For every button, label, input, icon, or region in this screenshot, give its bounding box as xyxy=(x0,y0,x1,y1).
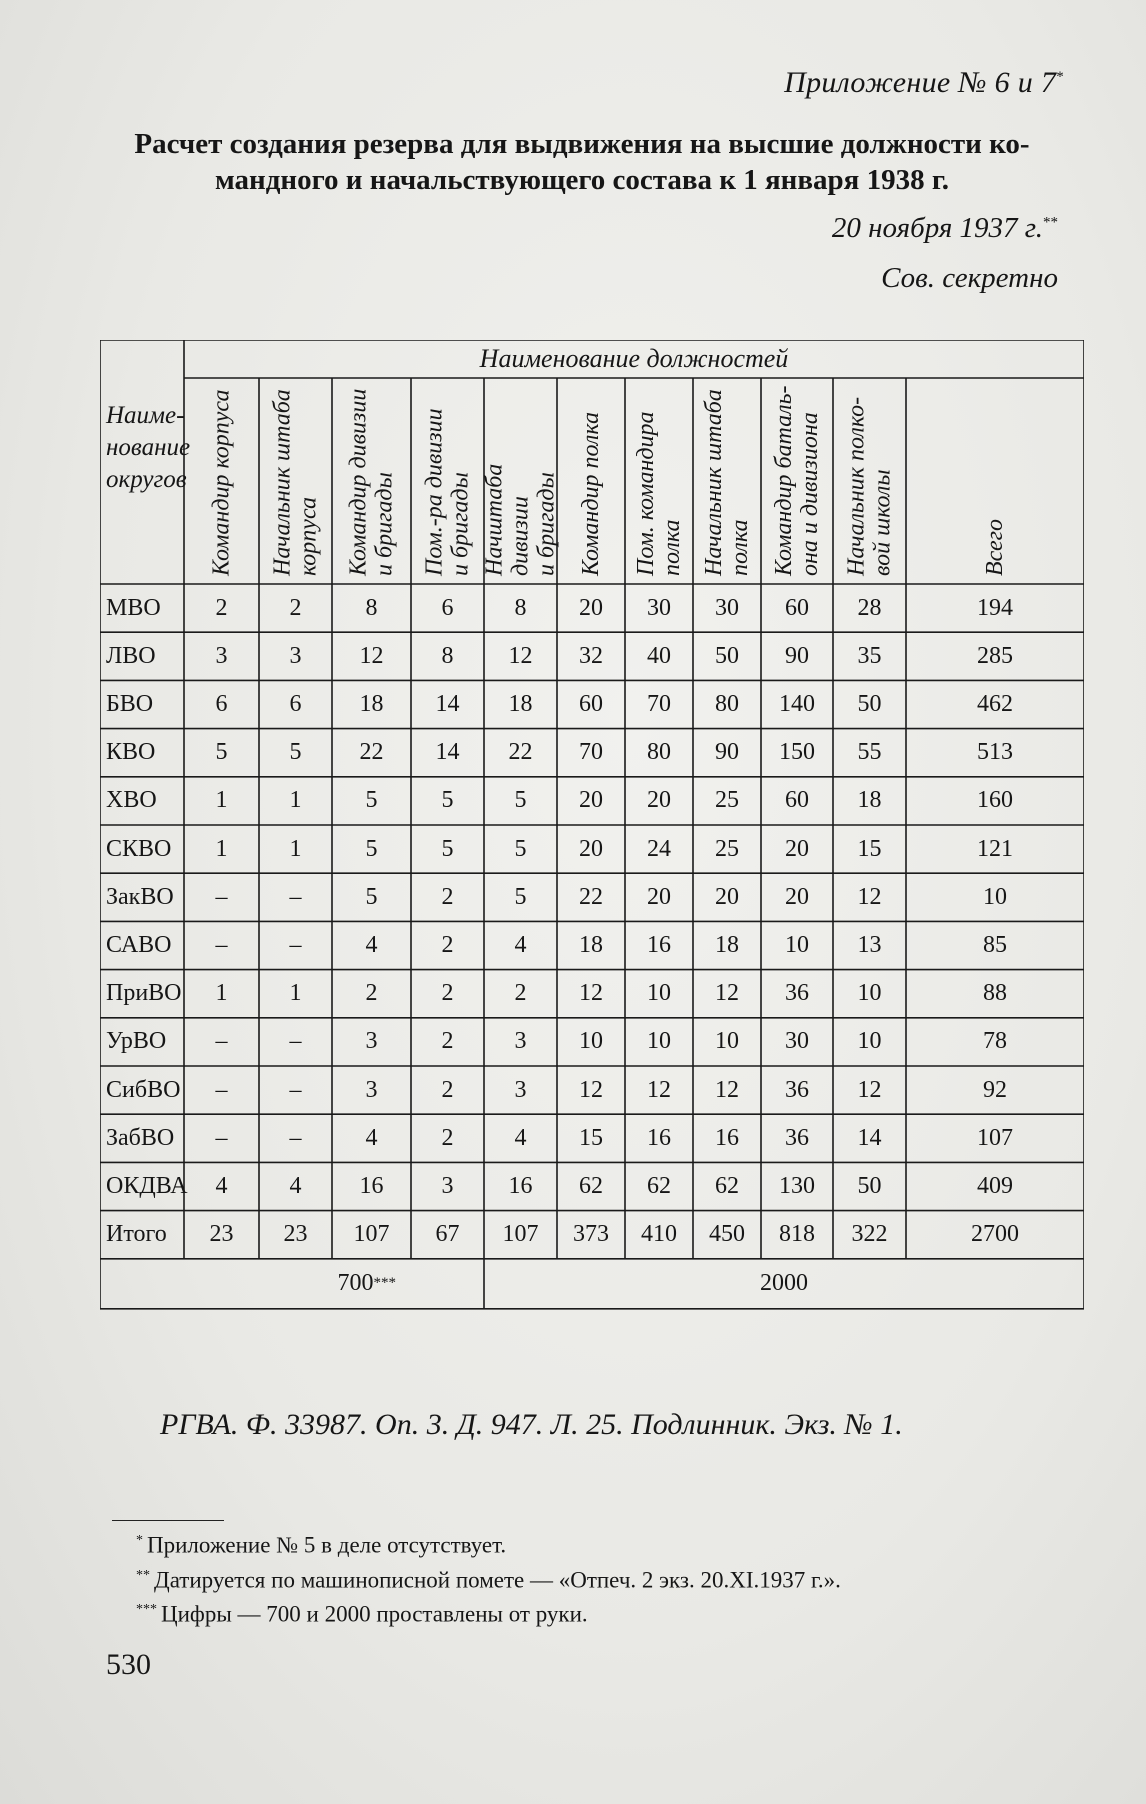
table-cell-value: 62 xyxy=(647,1172,671,1199)
column-header: Командир полка xyxy=(578,412,604,576)
table-cell-value: 15 xyxy=(857,835,882,862)
table-cell-value: 6 xyxy=(289,690,302,717)
positions-group-header: Наименование должностей xyxy=(479,344,789,373)
row-district-name: УрВО xyxy=(106,1028,167,1055)
table-cell-value: 12 xyxy=(579,980,603,1007)
footnote-text: Датируется по машинописной помете — «Отпеч. 2 экз. 20.XI.1937 г.». xyxy=(154,1567,841,1593)
table-cell-value: 462 xyxy=(977,690,1013,717)
table-cell-value: 20 xyxy=(785,835,809,862)
table-cell-value: 80 xyxy=(647,739,671,766)
table-cell-value: 50 xyxy=(715,642,739,669)
table-cell-value: 2 xyxy=(441,931,454,958)
table-cell-value: 18 xyxy=(715,931,739,958)
table-cell-value: 12 xyxy=(715,980,739,1007)
subtotal-left xyxy=(100,1259,404,1309)
table-cell-value: 12 xyxy=(857,883,882,910)
table-cell-value: 20 xyxy=(647,883,671,910)
table-cell-value: 5 xyxy=(441,835,454,862)
footnote-line xyxy=(136,1561,841,1596)
appendix-label: Приложение № 6 и 7* xyxy=(784,66,1064,99)
table-cell-value: 1 xyxy=(289,835,302,862)
table-cell-value: – xyxy=(289,1124,302,1151)
table-cell-value: 24 xyxy=(647,835,671,862)
table-cell-value: – xyxy=(215,1028,228,1055)
table-cell-value: 14 xyxy=(857,1124,882,1151)
district-column-header: Наиме- нование округов xyxy=(106,402,191,493)
page-number: 530 xyxy=(106,1648,151,1681)
table-cell-value: 20 xyxy=(579,594,603,621)
table-cell-value: 16 xyxy=(715,1124,739,1151)
table-cell-value: 2 xyxy=(365,980,378,1007)
table-cell-value: 3 xyxy=(289,642,302,669)
row-district-name: СКВО xyxy=(106,835,172,862)
table-cell-value: 2 xyxy=(441,1028,454,1055)
table-cell-value: 4 xyxy=(514,1124,527,1151)
table-cell-value: 10 xyxy=(785,931,809,958)
table-cell-value: 2 xyxy=(441,883,454,910)
table-cell-value: – xyxy=(289,1028,302,1055)
table-cell-value: 8 xyxy=(441,642,454,669)
table-cell-value: 32 xyxy=(579,642,603,669)
column-header: Пом.-ра дивизии и бригады xyxy=(421,408,474,576)
table-cell-value: 80 xyxy=(715,690,739,717)
column-header: Начальник штаба полка xyxy=(701,389,753,576)
column-header: Командир дивизии и бригады xyxy=(345,388,398,576)
table-cell-value: 18 xyxy=(508,690,533,717)
table-cell-value: 23 xyxy=(209,1221,234,1248)
footnotes xyxy=(136,1526,841,1630)
subtotal-left-footnote-mark: *** xyxy=(373,1275,396,1292)
table-cell-value: 20 xyxy=(647,787,671,814)
table-cell-value: 6 xyxy=(215,690,228,717)
table-cell-value: 22 xyxy=(579,883,603,910)
table-cell-value: 373 xyxy=(573,1221,609,1248)
table-cell-value: 818 xyxy=(779,1221,815,1248)
table-cell-value: 88 xyxy=(983,980,1007,1007)
table-cell-value: 5 xyxy=(514,787,527,814)
table-cell-value: 121 xyxy=(977,835,1013,862)
table-cell-value: 2 xyxy=(441,1076,454,1103)
table-cell-value: 1 xyxy=(215,835,228,862)
table-cell-value: 10 xyxy=(579,1028,603,1055)
table-cell-value: – xyxy=(289,883,302,910)
column-header: Пом. командира полка xyxy=(633,411,685,576)
table-cell-value: 23 xyxy=(283,1221,308,1248)
footnote-text: Цифры — 700 и 2000 проставлены от руки. xyxy=(161,1601,588,1627)
table-cell-value: 70 xyxy=(647,690,671,717)
table-cell-value: 25 xyxy=(715,835,739,862)
column-header: Командир корпуса xyxy=(208,389,235,576)
table-cell-value: 513 xyxy=(977,739,1013,766)
table-cell-value: 90 xyxy=(785,642,809,669)
table-cell-value: 3 xyxy=(215,642,228,669)
column-header: Начальник полко- вой школы xyxy=(843,396,896,576)
table-cell-value: 40 xyxy=(647,642,671,669)
table-cell-value: 107 xyxy=(353,1221,390,1248)
row-district-name: ЛВО xyxy=(106,642,156,669)
table-cell-value: 30 xyxy=(785,1028,809,1055)
row-district-name: СибВО xyxy=(106,1076,181,1103)
table-cell-value: 14 xyxy=(435,690,460,717)
table-cell-value: 2700 xyxy=(971,1221,1019,1248)
table-cell-value: 20 xyxy=(715,883,739,910)
table-cell-value: 160 xyxy=(977,787,1013,814)
footnote-divider xyxy=(112,1520,224,1521)
table-cell-value: 70 xyxy=(579,739,603,766)
table-cell-value: 62 xyxy=(715,1172,739,1199)
table-cell-value: 5 xyxy=(365,835,378,862)
table-cell-value: 285 xyxy=(977,642,1013,669)
table-cell-value: 4 xyxy=(215,1172,228,1199)
table-cell-value: 450 xyxy=(709,1221,745,1248)
table-cell-value: 8 xyxy=(365,594,378,621)
table-cell-value: – xyxy=(289,931,302,958)
table-cell-value: 5 xyxy=(441,787,454,814)
table-cell-value: 36 xyxy=(785,980,809,1007)
column-header: Всего xyxy=(982,518,1008,576)
table-cell-value: – xyxy=(215,931,228,958)
table-cell-value: 16 xyxy=(359,1172,384,1199)
table-cell-value: 22 xyxy=(508,739,533,766)
table-cell-value: 18 xyxy=(857,787,882,814)
table-cell-value: 60 xyxy=(785,594,809,621)
footnote-mark: * xyxy=(136,1533,143,1548)
table-cell-value: 35 xyxy=(857,642,882,669)
table-cell-value: 1 xyxy=(289,980,302,1007)
table-cell-value: 12 xyxy=(359,642,384,669)
title-line-1: Расчет создания резерва для выдвижения на высшие должности ко- xyxy=(134,128,1030,160)
table-cell-value: 5 xyxy=(215,739,228,766)
row-district-name: САВО xyxy=(106,931,172,958)
column-header: Командир баталь- она и дивизиона xyxy=(771,385,823,576)
table-cell-value: – xyxy=(215,883,228,910)
subtotal-left-value: 700 xyxy=(337,1270,374,1297)
row-district-name: МВО xyxy=(106,594,161,621)
row-district-name: ХВО xyxy=(106,787,157,814)
table-cell-value: 3 xyxy=(365,1076,378,1103)
row-district-name: ОКДВА xyxy=(106,1172,188,1199)
table-cell-value: 2 xyxy=(441,980,454,1007)
document-date: 20 ноября 1937 г.** xyxy=(831,212,1058,244)
table-cell-value: 12 xyxy=(508,642,533,669)
table-cell-value: 12 xyxy=(579,1076,603,1103)
table-cell-value: 50 xyxy=(857,690,882,717)
table-cell-value: 130 xyxy=(779,1172,815,1199)
table-cell-value: 2 xyxy=(215,594,228,621)
table-cell-value: 107 xyxy=(502,1221,539,1248)
table-cell-value: 30 xyxy=(647,594,671,621)
reserve-table xyxy=(100,340,1084,1340)
table-cell-value: 6 xyxy=(441,594,454,621)
table-cell-value: 1 xyxy=(215,787,228,814)
table-cell-value: 194 xyxy=(977,594,1013,621)
date-footnote-mark: ** xyxy=(1043,214,1058,231)
table-cell-value: 22 xyxy=(359,739,384,766)
table-cell-value: 4 xyxy=(514,931,527,958)
table-cell-value: 12 xyxy=(857,1076,882,1103)
table-cell-value: 5 xyxy=(365,883,378,910)
table-cell-value: 5 xyxy=(514,883,527,910)
table-cell-value: 20 xyxy=(579,787,603,814)
table-cell-value: 90 xyxy=(715,739,739,766)
table-cell-value: – xyxy=(215,1124,228,1151)
table-cell-value: 67 xyxy=(435,1221,460,1248)
table-cell-value: – xyxy=(289,1076,302,1103)
table-cell-value: 1 xyxy=(215,980,228,1007)
table-cell-value: 16 xyxy=(647,931,671,958)
table-cell-value: 30 xyxy=(715,594,739,621)
table-cell-value: 410 xyxy=(641,1221,677,1248)
table-cell-value: 3 xyxy=(441,1172,454,1199)
footnote-text: Приложение № 5 в деле отсутствует. xyxy=(147,1532,507,1558)
table-cell-value: 10 xyxy=(983,883,1007,910)
table-cell-value: 36 xyxy=(785,1124,809,1151)
table-cell-value: 92 xyxy=(983,1076,1007,1103)
column-header: Начальник штаба корпуса xyxy=(269,389,322,576)
appendix-footnote-mark: * xyxy=(1056,69,1064,85)
row-district-name: БВО xyxy=(106,690,154,717)
table-cell-value: 2 xyxy=(441,1124,454,1151)
table-cell-value: 20 xyxy=(579,835,603,862)
table-cell-value: 78 xyxy=(983,1028,1007,1055)
table-cell-value: 20 xyxy=(785,883,809,910)
table-cell-value: 60 xyxy=(785,787,809,814)
table-cell-value: 4 xyxy=(365,931,378,958)
table-cell-value: 14 xyxy=(435,739,460,766)
table-cell-value: – xyxy=(215,1076,228,1103)
table-cell-value: 55 xyxy=(857,739,882,766)
row-district-name: КВО xyxy=(106,739,156,766)
table-cell-value: 28 xyxy=(857,594,882,621)
table-cell-value: 10 xyxy=(647,980,671,1007)
table-cell-value: 5 xyxy=(514,835,527,862)
table-cell-value: 62 xyxy=(579,1172,603,1199)
table-cell-value: 13 xyxy=(857,931,882,958)
column-header: Начштаба дивизии и бригады xyxy=(481,463,560,576)
table-cell-value: 5 xyxy=(289,739,302,766)
table-cell-value: 10 xyxy=(857,980,882,1007)
title-line-2: мандного и начальствующего состава к 1 января 1938 г. xyxy=(214,164,950,196)
table-cell-value: 10 xyxy=(647,1028,671,1055)
table-cell-value: 2 xyxy=(289,594,302,621)
table-cell-value: 2 xyxy=(514,980,527,1007)
table-cell-value: 1 xyxy=(289,787,302,814)
row-district-name: ЗабВО xyxy=(106,1124,175,1151)
table-cell-value: 85 xyxy=(983,931,1007,958)
table-cell-value: 12 xyxy=(647,1076,671,1103)
table-cell-value: 16 xyxy=(508,1172,533,1199)
table-cell-value: 8 xyxy=(514,594,527,621)
table-cell-value: 60 xyxy=(579,690,603,717)
table-cell-value: 5 xyxy=(365,787,378,814)
table-cell-value: 3 xyxy=(514,1076,527,1103)
classification-stamp: Сов. секретно xyxy=(881,262,1058,294)
table-cell-value: 3 xyxy=(365,1028,378,1055)
table-cell-value: 3 xyxy=(514,1028,527,1055)
table-cell-value: 322 xyxy=(851,1221,888,1248)
table-cell-value: 150 xyxy=(779,739,815,766)
table-cell-value: 409 xyxy=(977,1172,1013,1199)
table-cell-value: 107 xyxy=(977,1124,1013,1151)
row-district-name: ЗакВО xyxy=(106,883,174,910)
table-cell-value: 4 xyxy=(289,1172,302,1199)
subtotal-right-value: 2000 xyxy=(760,1270,808,1297)
table-cell-value: 10 xyxy=(715,1028,739,1055)
table-cell-value: 36 xyxy=(785,1076,809,1103)
table-cell-value: 50 xyxy=(857,1172,882,1199)
table-cell-value: 15 xyxy=(579,1124,603,1151)
table-cell-value: 18 xyxy=(359,690,384,717)
table-cell-value: 16 xyxy=(647,1124,671,1151)
footnote-mark: *** xyxy=(136,1602,157,1618)
table-cell-value: 10 xyxy=(857,1028,882,1055)
row-district-name: ПриВО xyxy=(106,980,182,1007)
archive-source: РГВА. Ф. 33987. Оп. 3. Д. 947. Л. 25. Подлинник. Экз. № 1. xyxy=(160,1408,903,1441)
table-cell-value: 4 xyxy=(365,1124,378,1151)
row-district-name: Итого xyxy=(106,1221,167,1248)
table-cell-value: 18 xyxy=(579,931,603,958)
table-cell-value: 25 xyxy=(715,787,739,814)
table-cell-value: 12 xyxy=(715,1076,739,1103)
footnote-mark: ** xyxy=(136,1567,150,1583)
table-cell-value: 140 xyxy=(779,690,815,717)
footnote-line xyxy=(136,1595,841,1630)
document-title xyxy=(92,126,1072,198)
footnote-line xyxy=(136,1526,841,1561)
